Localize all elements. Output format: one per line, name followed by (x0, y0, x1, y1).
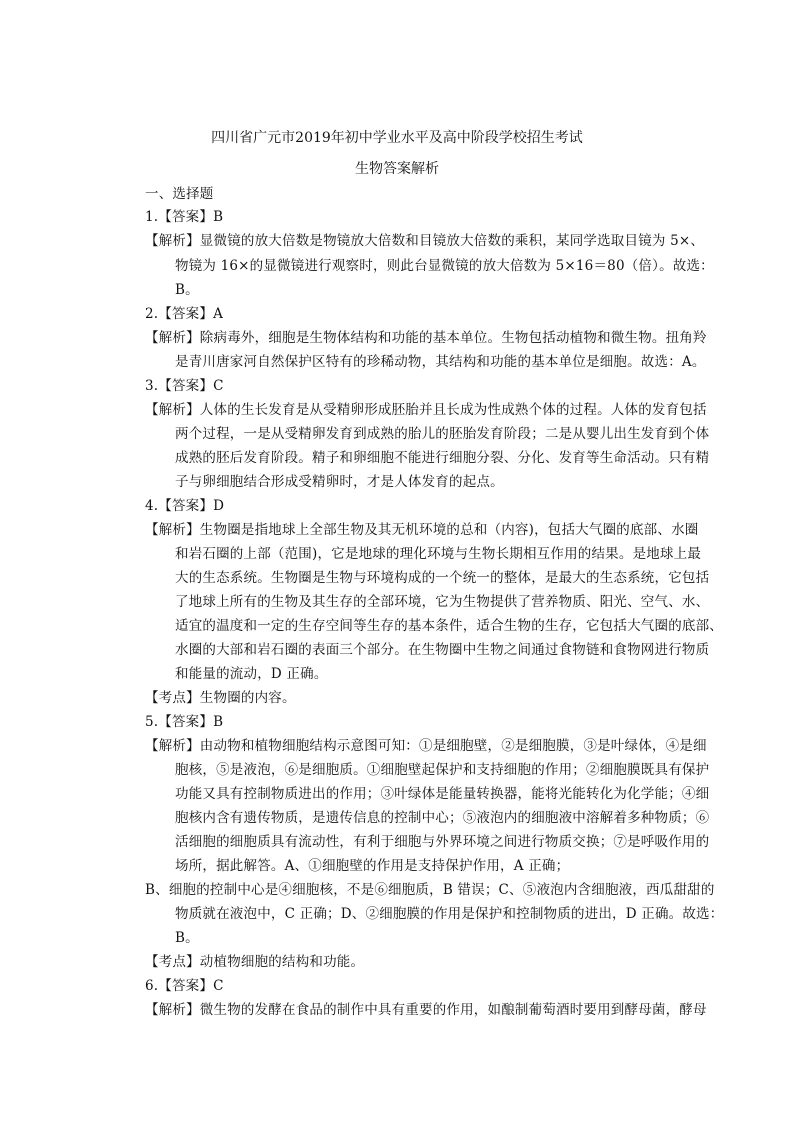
analysis-line: 【解析】微生物的发酵在食品的制作中具有重要的作用，如酿制葡萄酒时要用到酵母菌，酵母 (145, 1002, 707, 1018)
analysis-line: B、细胞的控制中心是④细胞核，不是⑥细胞质，B 错误；C、⑤液泡内含细胞液，西瓜甜甜的 (145, 882, 715, 898)
document-subtitle: 生物答案解析 (355, 161, 439, 177)
document-title: 四川省广元市2019年初中学业水平及高中阶段学校招生考试 (211, 130, 583, 146)
analysis-line: 场所，据此解答。A、①细胞壁的作用是支持保护作用，A 正确； (175, 858, 570, 874)
answer-line: 2.【答案】A (145, 306, 224, 322)
analysis-line: B。 (175, 282, 199, 298)
analysis-line: 【解析】显微镜的放大倍数是物镜放大倍数和目镜放大倍数的乘积，某同学选取目镜为 5×、 (145, 233, 705, 249)
answer-line: 6.【答案】C (145, 978, 224, 994)
analysis-line: 成熟的胚后发育阶段。精子和卵细胞不能进行细胞分裂、分化、发育等生命活动。只有精 (175, 450, 710, 466)
section-heading: 一、选择题 (145, 186, 214, 202)
answer-line: 1.【答案】B (145, 209, 224, 225)
analysis-line: B。 (175, 930, 199, 946)
analysis-line: 水圈的大部和岩石圈的表面三个部分。在生物圈中生物之间通过食物链和食物网进行物质 (175, 642, 710, 658)
analysis-line: 大的生态系统。生物圈是生物与环境构成的一个统一的整体，是最大的生态系统，它包括 (175, 570, 710, 586)
analysis-line: 胞核内含有遗传物质，是遗传信息的控制中心；⑤液泡内的细胞液中溶解着多种物质；⑥ (175, 810, 710, 826)
analysis-line: 活细胞的细胞质具有流动性，有利于细胞与外界环境之间进行物质交换；⑦是呼吸作用的 (175, 834, 710, 850)
analysis-line: 【解析】生物圈是指地球上全部生物及其无机环境的总和（内容)，包括大气圈的底部、水圈 (145, 522, 699, 538)
analysis-line: 是青川唐家河自然保护区特有的珍稀动物，其结构和功能的基本单位是细胞。故选：A。 (175, 354, 706, 370)
analysis-line: 了地球上所有的生物及其生存的全部环境，它为生物提供了营养物质、阳光、空气、水、 (175, 594, 710, 610)
key-point-line: 【考点】生物圈的内容。 (145, 690, 296, 706)
analysis-line: 胞核，⑤是液泡，⑥是细胞质。①细胞壁起保护和支持细胞的作用；②细胞膜既具有保护 (175, 762, 710, 778)
answer-line: 5.【答案】B (145, 714, 224, 730)
analysis-line: 功能又具有控制物质进出的作用；③叶绿体是能量转换器，能将光能转化为化学能；④细 (175, 786, 710, 802)
analysis-line: 物镜为 16×的显微镜进行观察时，则此台显微镜的放大倍数为 5×16＝80（倍）。故选： (175, 258, 714, 274)
answer-line: 3.【答案】C (145, 378, 224, 394)
analysis-line: 【解析】由动物和植物细胞结构示意图可知：①是细胞壁，②是细胞膜，③是叶绿体，④是细 (145, 738, 707, 754)
analysis-line: 【解析】除病毒外，细胞是生物体结构和功能的基本单位。生物包括动植物和微生物。扭角羚 (145, 330, 707, 346)
analysis-line: 子与卵细胞结合形成受精卵时，才是人体发育的起点。 (175, 474, 504, 490)
analysis-line: 两个过程，一是从受精卵发育到成熟的胎儿的胚胎发育阶段；二是从婴儿出生发育到个体 (175, 426, 710, 442)
analysis-line: 和能量的流动，D 正确。 (175, 666, 328, 682)
answer-line: 4.【答案】D (145, 498, 225, 514)
analysis-line: 和岩石圈的上部（范围)，它是地球的理化环境与生物长期相互作用的结果。是地球上最 (175, 546, 702, 562)
analysis-line: 适宜的温度和一定的生存空间等生存的基本条件，适合生物的生存，它包括大气圈的底部、 (175, 618, 723, 634)
analysis-line: 【解析】人体的生长发育是从受精卵形成胚胎并且长成为性成熟个体的过程。人体的发育包括 (145, 402, 707, 418)
analysis-line: 物质就在液泡中，C 正确；D、②细胞膜的作用是保护和控制物质的进出，D 正确。故选： (175, 906, 724, 922)
key-point-line: 【考点】动植物细胞的结构和功能。 (145, 954, 365, 970)
